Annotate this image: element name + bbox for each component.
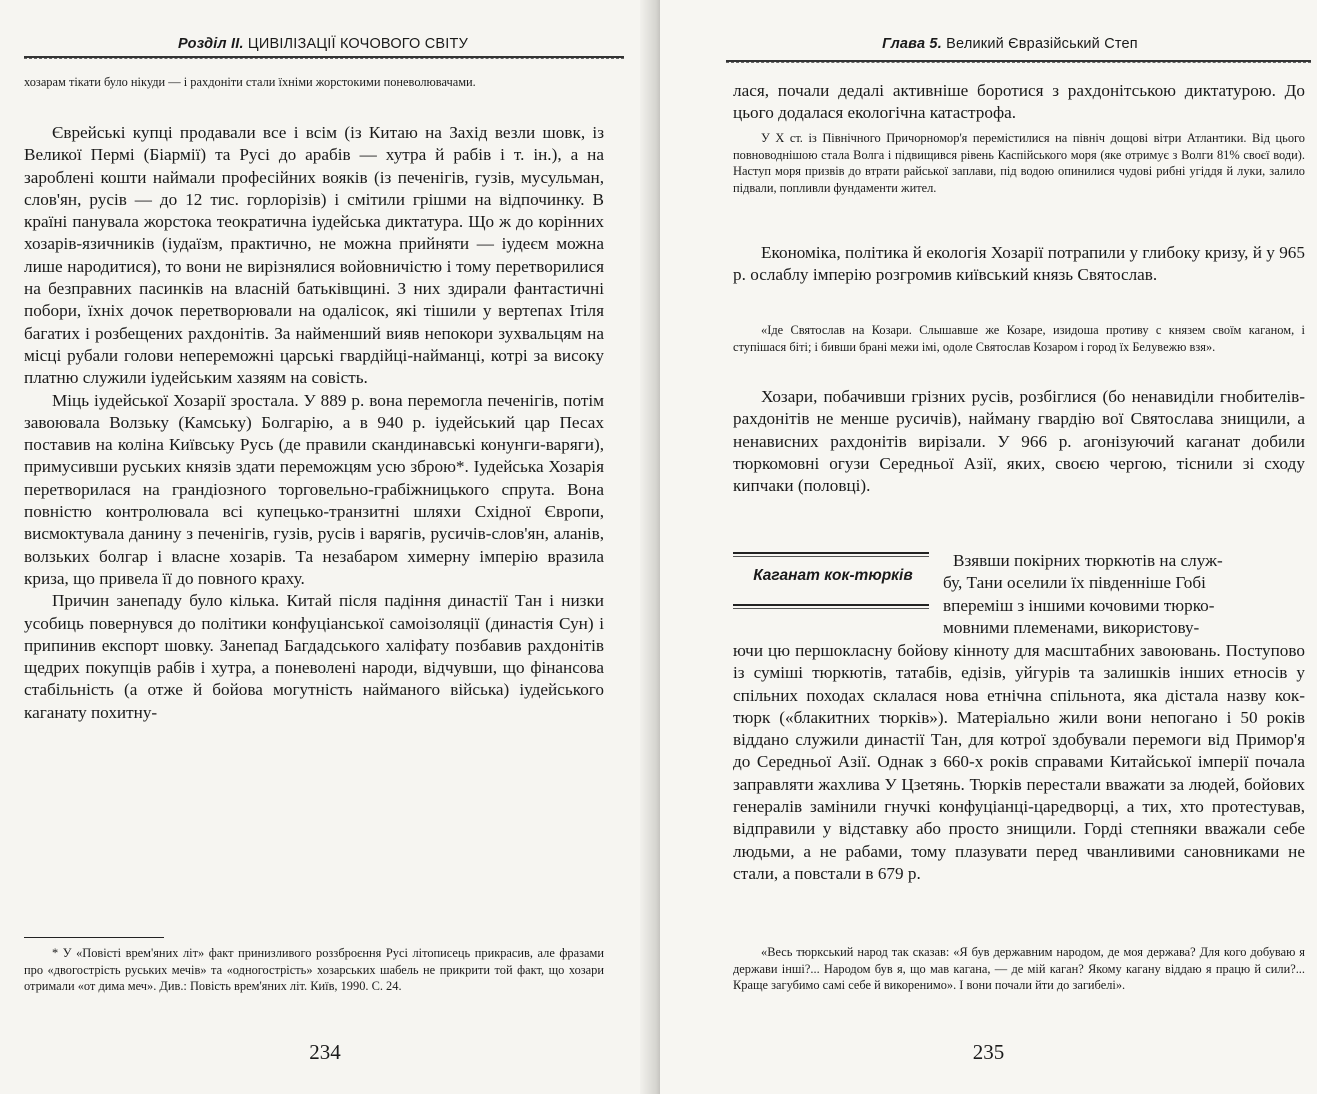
- right-continuation: [733, 80, 1305, 125]
- section-line-1: Взявши покірних тюркютів на служ-: [953, 551, 1223, 570]
- right-para-3-text: Хозари, побачивши грізних русів, розбіглися (бо ненавиділи гнобителів-рахдонітів не менше русичів), найману гвардію вої Святослава знищили, а ненависних рахдонітів вирізали. У 966 р. агонізуючий каганат добили тюркомовні огузи Середньої Азії, яких, своєю чергою, тіснили зі сходу кипчаки (половці).: [733, 387, 1305, 496]
- left-header-rule: [24, 56, 624, 59]
- right-section-wrap: [943, 550, 1305, 639]
- left-page: [0, 0, 650, 1094]
- right-running-head-prefix: Глава 5.: [882, 36, 942, 52]
- footnote-rule: [24, 937, 164, 938]
- right-running-head-title: Великий Євразійський Степ: [946, 36, 1138, 52]
- left-running-head-title: ЦИВІЛІЗАЦІЇ КОЧОВОГО СВІТУ: [247, 36, 468, 52]
- right-para-2-text: Економіка, політика й екологія Хозарії потрапили у глибоку кризу, й у 965 р. ослаблу імперію розгромив київський князь Святослав.: [733, 243, 1305, 285]
- section-rule-bottom: [733, 604, 929, 609]
- right-quote-2: [733, 944, 1305, 994]
- right-note-1-text: У X ст. із Північного Причорномор'я перемістилися на північ дощові вітри Атлантики. Від цього повноводнішою стала Волга і підвищився рівень Каспійського моря (яке отримує з Волги 81% своєї води). Наступ моря призвів до втрати райської заплави, під водою опинилися чудові рибні угіддя й луки, залило підвали, попливли фундаменти жител.: [733, 131, 1305, 195]
- left-running-head: [24, 36, 622, 52]
- right-note-1: [733, 130, 1305, 196]
- section-rule-top: [733, 552, 929, 557]
- right-header-rule: [726, 60, 1311, 63]
- right-running-head: [730, 36, 1290, 52]
- right-quote-2-text: «Весь тюркський народ так сказав: «Я був державним народом, де моя держава? Для кого добуваю я держави інші?... Народом був я, що мав кагана, — де мій каган? Якому кагану віддаю я працю й сили?... Краще загубимо самі себе й викоренимо». І вони почали йти до загибелі».: [733, 945, 1305, 992]
- left-intro-note: [24, 74, 604, 91]
- left-intro-note-text: хозарам тікати було нікуди — і рахдоніти стали їхніми жорстокими поневолювачами.: [24, 75, 476, 89]
- right-page-number: 235: [972, 1040, 1005, 1064]
- section-title: Каганат кок-тюрків: [753, 567, 913, 584]
- right-quote-1-text: «Іде Святослав на Козари. Слышавше же Козаре, изидоша противу с князем своїм каганом, і ступішася біті; і бивши брані межи імі, одоле Святослав Козаром і город їх Белувежю взя».: [733, 323, 1305, 354]
- section-line-3: впереміш з іншими кочовими тюрко-: [943, 595, 1215, 615]
- right-quote-1: [733, 322, 1305, 355]
- right-para-4-text: ючи цю першокласну бойову кінноту для масштабних завоювань. Поступово із суміші тюркютів, татабів, едізів, уйгурів та залишків інших етносів у спільних походах склалася нова етнічна спільнота, яка дістала назву кок-тюрк («блакитних тюрків»). Матеріально жили вони непогано і 50 років віддано служили династії Тан, для котрої здобували перемоги від Примор'я до Середньої Азії. Однак з 660-х років справами Китайської імперії почала заправляти жахлива У Цзетянь. Тюрків перестали вважати за людей, бойових генералів замінили гнучкі конфуціанці-царедворці, а тих, хто протестував, відправили у відставку або просто знищили. Горді степняки вважали себе людьми, а не рабами, тому плазувати перед чванливими сановниками не стали, а повстали в 679 р.: [733, 641, 1305, 883]
- left-running-head-prefix: Розділ ІІ.: [178, 36, 244, 52]
- left-body: [24, 122, 604, 724]
- left-footnote-text: * У «Повісті врем'яних літ» факт принизливого роззброєння Русі літописець прикрасив, але фразами про «двогострість руських мечів» та «одногострість» хозарських шабель не прикрити той факт, що хозари отримали «от дима меч». Див.: Повість врем'яних літ. Київ, 1990. С. 24.: [24, 946, 604, 993]
- right-para-2: [733, 242, 1305, 287]
- left-page-number: 234: [309, 1040, 341, 1064]
- right-para-3: [733, 386, 1305, 497]
- section-line-4: мовними племенами, використову-: [943, 617, 1200, 637]
- right-page: [660, 0, 1317, 1094]
- left-paragraph-2: Міць іудейської Хозарії зростала. У 889 р. вона перемогла печенігів, потім завоювала Волзьку (Камську) Болгарію, а в 940 р. іудейський цар Песах поставив на коліна Київську Русь (де правили скандинавські конунги-варяги), примусивши руських князів здати переможцям усю зброю*. Іудейська Хозарія перетворилася на грандіозного торговельно-грабіжницького спрута. Вона повністю контролювала всі купецько-транзитні шляхи Східної Європи, висмоктувала данину з печенігів, гузів, русів і варягів, русичів-слов'ян, аланів, волзьких болгар і власне хозарів. Та незабаром химерну імперію вразила криза, що привела її до повного краху.: [24, 390, 604, 588]
- left-paragraph-1: Єврейські купці продавали все і всім (із Китаю на Захід везли шовк, із Великої Пермі (Біармії) та Русі до арабів — хутра й рабів і т. ін.), а на зароблені кошти наймали професійних вояків (із печенігів, гузів, мусульман, слов'ян, русів — до 12 тис. горлорізів) і смітили грішми на відпочинку. В країні панувала жорстока теократична іудейська диктатура. Що ж до корінних хозарів-язичників (іудаїзм, практично, не можна прийняти — іудеєм можна лише народитися), то вони не вирізнялися войовничістю і тому перетворилися на безправних пасинків на власній батьківщині. З них здирали фантастичні побори, їхніх дочок перетворювали на одалісок, які тішили у вертепах Ітіля багатих і розбещених рахдонітів. За найменший вияв непокори зухвальцям на місці рубали голови непереможні царські гвардійці-найманці, котрі за високу платню служили іудейським хазяям на совість.: [24, 123, 604, 388]
- left-footnote: [24, 945, 604, 995]
- right-para-4: [733, 640, 1305, 885]
- left-paragraph-3: Причин занепаду було кілька. Китай після падіння династії Тан і низки усобиць повернувся до політики конфуціанської самоізоляції (династія Сун) і припинив експорт шовку. Занепад Багдадського халіфату позбавив рахдонітів щедрих покупців рабів і хутра, а поневолені народи, відчувши, що фінансова стабільність (а отже й бойова могутність найманого війська) іудейського каганату похитну-: [24, 591, 604, 722]
- section-line-2: бу, Тани оселили їх південніше Гобі: [943, 573, 1206, 593]
- right-continuation-text: лася, почали дедалі активніше боротися з рахдонітською диктатурою. До цього додалася екологічна катастрофа.: [733, 81, 1305, 123]
